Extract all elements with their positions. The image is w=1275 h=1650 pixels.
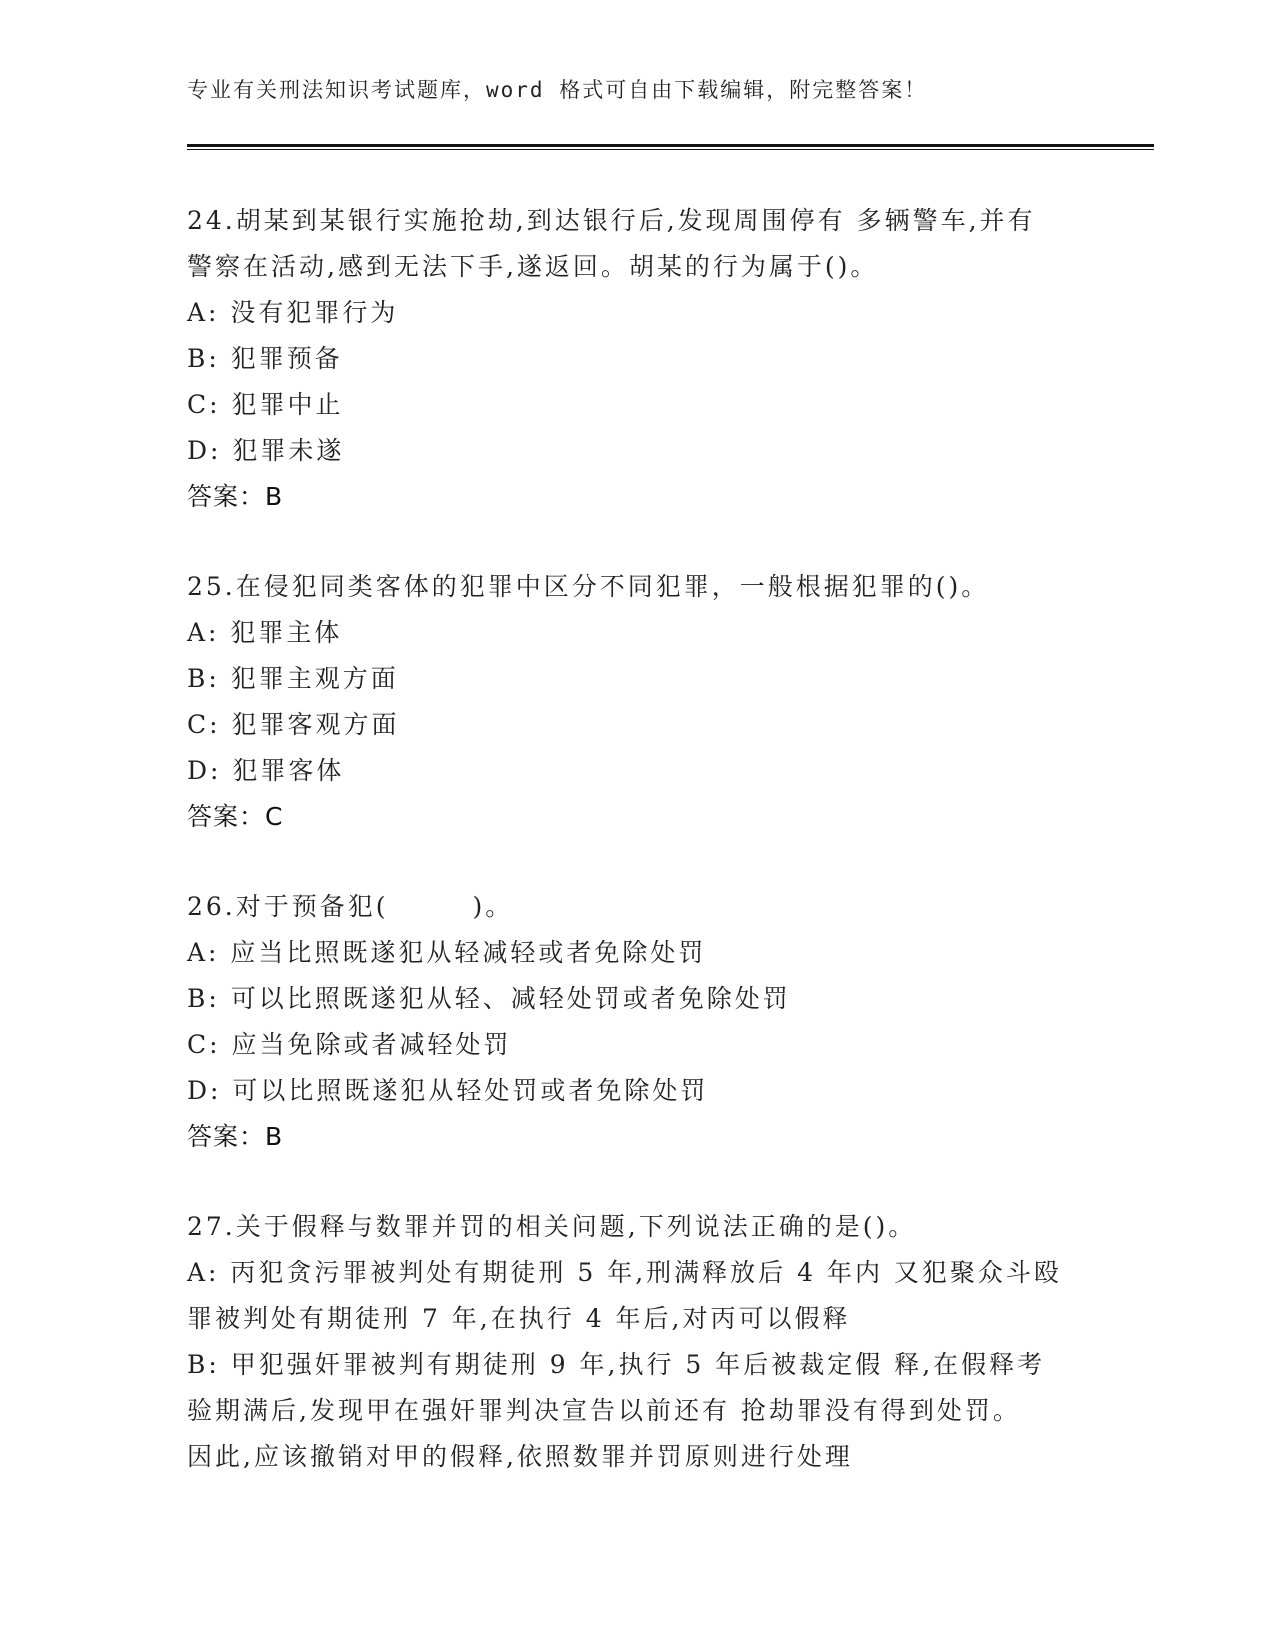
question-spacer [187, 840, 1087, 884]
option-d: D: 犯罪未遂 [187, 436, 345, 465]
option-b: B: 甲犯强奸罪被判有期徒刑 9 年,执行 5 年后被裁定假 释,在假释考 [187, 1350, 1046, 1379]
option-b: B: 可以比照既遂犯从轻、减轻处罚或者免除处罚 [187, 984, 791, 1013]
option-d: D: 犯罪客体 [187, 756, 345, 785]
option-a: A: 应当比照既遂犯从轻减轻或者免除处罚 [187, 938, 707, 967]
question-stem-line: 27.关于假释与数罪并罚的相关问题,下列说法正确的是()。 [187, 1212, 917, 1241]
question-26 [187, 884, 1087, 1160]
option-a-continued: 罪被判处有期徒刑 7 年,在执行 4 年后,对丙可以假释 [187, 1304, 851, 1333]
question-spacer [187, 1160, 1087, 1204]
question-spacer [187, 520, 1087, 564]
option-b-continued: 因此,应该撤销对甲的假释,依照数罪并罚原则进行处理 [187, 1442, 853, 1471]
question-stem-line: 警察在活动,感到无法下手,遂返回。胡某的行为属于()。 [187, 252, 879, 281]
header-divider [187, 144, 1154, 147]
option-c: C: 犯罪客观方面 [187, 710, 400, 739]
answer-line: 答案：B [187, 1122, 284, 1151]
option-a: A: 犯罪主体 [187, 618, 343, 647]
question-27 [187, 1204, 1087, 1480]
question-25 [187, 564, 1087, 840]
answer-line: 答案：B [187, 482, 284, 511]
question-24 [187, 198, 1087, 520]
page-header: 专业有关刑法知识考试题库，word 格式可自由下载编辑，附完整答案！ [187, 78, 928, 102]
answer-line: 答案：C [187, 802, 284, 831]
option-b: B: 犯罪预备 [187, 344, 343, 373]
option-c: C: 应当免除或者减轻处罚 [187, 1030, 512, 1059]
option-a: A: 没有犯罪行为 [187, 298, 399, 327]
option-d: D: 可以比照既遂犯从轻处罚或者免除处罚 [187, 1076, 709, 1105]
question-stem-line: 25.在侵犯同类客体的犯罪中区分不同犯罪，一般根据犯罪的()。 [187, 572, 990, 601]
option-c: C: 犯罪中止 [187, 390, 344, 419]
question-list [187, 198, 1087, 1480]
option-b-continued: 验期满后,发现甲在强奸罪判决宣告以前还有 抢劫罪没有得到处罚。 [187, 1396, 1021, 1425]
option-b: B: 犯罪主观方面 [187, 664, 399, 693]
question-stem-line: 24.胡某到某银行实施抢劫,到达银行后,发现周围停有 多辆警车,并有 [187, 206, 1036, 235]
option-a: A: 丙犯贪污罪被判处有期徒刑 5 年,刑满释放后 4 年内 又犯聚众斗殴 [187, 1258, 1062, 1287]
question-stem-line: 26.对于预备犯( )。 [187, 892, 514, 921]
